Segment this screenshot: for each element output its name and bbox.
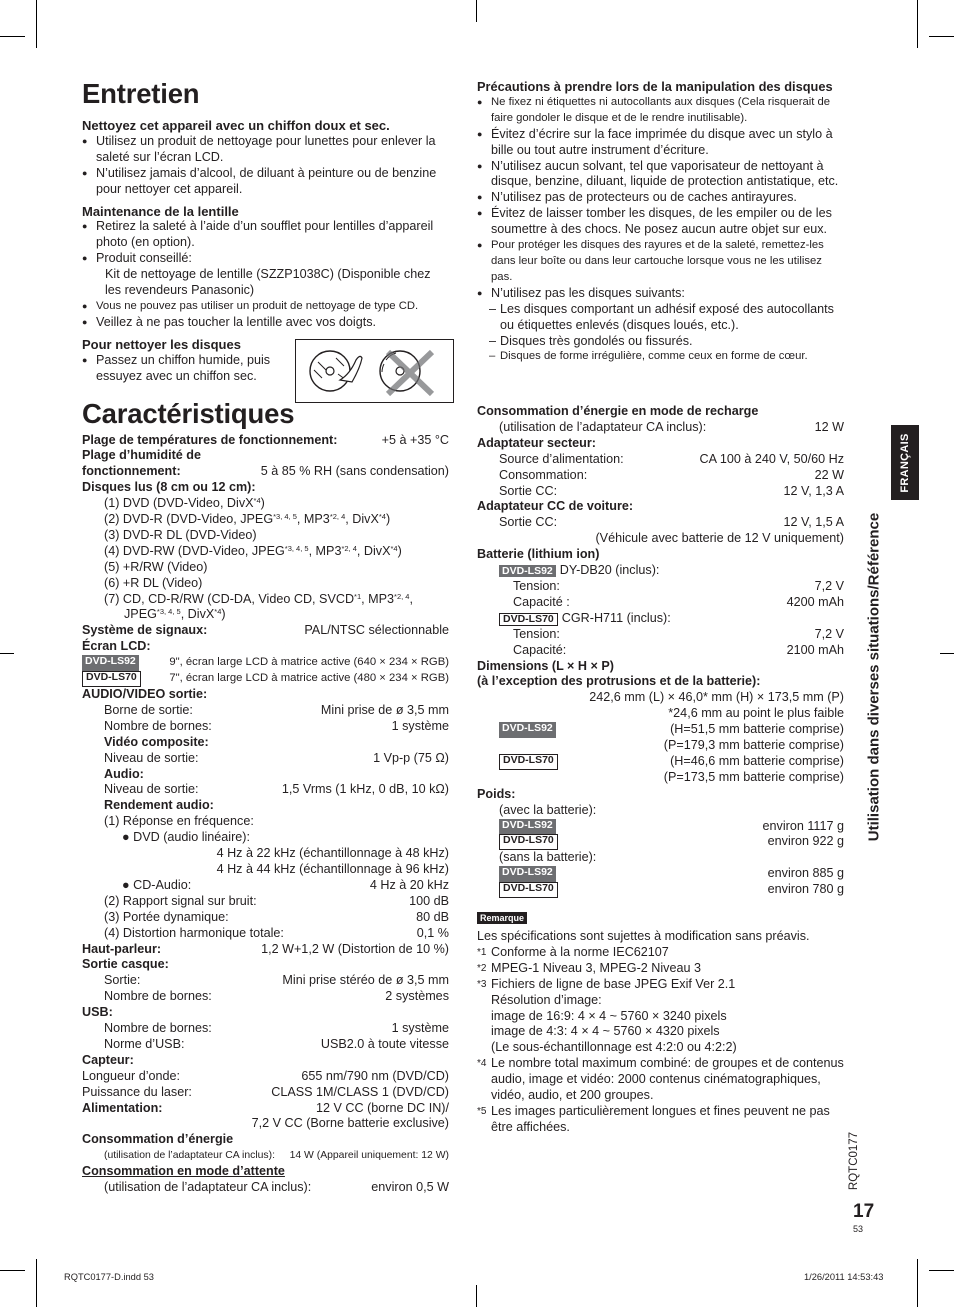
- crop-mark: [36, 0, 37, 48]
- spec-row: [82, 623, 449, 639]
- list-item: ● Ne fixez ni étiquettes ni autocollants aux disques (Cela risquerait de faire gondoler le disque et de le rendre inutilisable).: [477, 95, 844, 127]
- spec-value: 100 dB: [409, 893, 449, 908]
- spec-row: [82, 973, 449, 989]
- disc-type: (3) DVD-R DL (DVD-Video): [104, 527, 257, 542]
- spec-row: [82, 703, 449, 719]
- spec-label: fonctionnement:: [82, 464, 181, 479]
- spec-label: Dimensions (L × H × P): [477, 658, 614, 673]
- spec-value: 5 à 85 % RH (sans condensation): [260, 464, 449, 479]
- spec-row: [82, 1085, 449, 1101]
- spec-label: Capacité :: [513, 594, 570, 609]
- spec-value: (P=179,3 mm batterie comprise): [663, 738, 844, 753]
- spec-row: [477, 515, 844, 531]
- spec-label: Niveau de sortie:: [104, 782, 199, 797]
- spec-row: [82, 878, 449, 894]
- spec-value: environ 922 g: [767, 834, 844, 849]
- lens-product: Kit de nettoyage de lentille (SZZP1038C) (Disponible chez les revendeurs Panasonic): [105, 267, 431, 298]
- spec-value: (H=51,5 mm batterie comprise): [670, 722, 844, 737]
- spec-value: 1,2 W+1,2 W (Distortion de 10 %): [261, 941, 449, 956]
- spec-label: (sans la batterie):: [499, 850, 597, 865]
- spec-label: (2) Rapport signal sur bruit:: [104, 893, 257, 908]
- spec-row: [82, 1180, 449, 1196]
- spec-row: [82, 894, 449, 910]
- spec-label: Consommation d’énergie: [82, 1132, 234, 1147]
- disc-type: (6) +R DL (Video): [104, 575, 203, 590]
- spec-row: [82, 1148, 449, 1164]
- spec-row: [477, 420, 844, 436]
- spec-row: [477, 452, 844, 468]
- model-badge: DVD-LS92: [82, 655, 139, 671]
- model-badge: DVD-LS70: [499, 834, 558, 850]
- spec-label: Borne de sortie:: [104, 702, 193, 717]
- footnote: *1 Conforme à la norme IEC62107: [477, 944, 669, 959]
- doc-code-vertical: [846, 1126, 862, 1196]
- model-badge: DVD-LS92: [499, 565, 556, 577]
- spec-row: [82, 989, 449, 1005]
- language-tab: [891, 425, 919, 500]
- spec-row: [477, 819, 844, 835]
- spec-value: 80 dB: [416, 909, 449, 924]
- spec-row: [477, 722, 844, 738]
- spec-value: (H=46,6 mm batterie comprise): [670, 753, 844, 768]
- list-item: ● Veillez à ne pas toucher la lentille avec vos doigts.: [82, 315, 449, 331]
- spec-label: Plage de températures de fonctionnement:: [82, 432, 338, 447]
- spec-value: 12 V CC (borne DC IN)/: [316, 1100, 449, 1115]
- spec-value: *24,6 mm au point le plus faible: [668, 706, 844, 721]
- page-number: 17: [853, 1201, 875, 1222]
- spec-value: 4 Hz à 20 kHz: [369, 877, 449, 892]
- list-item: – Disques de forme irrégulière, comme ceux en forme de cœur.: [477, 349, 844, 365]
- footer-timestamp: 1/26/2011 14:53:43: [804, 1272, 884, 1282]
- spec-label: Puissance du laser:: [82, 1084, 192, 1099]
- spec-label: Écran LCD:: [82, 639, 151, 654]
- spec-row: [82, 1037, 449, 1053]
- crop-mark: [917, 1259, 918, 1307]
- right-specs: [477, 404, 844, 1136]
- footnote: *4 Le nombre total maximum combiné: de groupes et de contenus audio, image et vidéo: 2000 contenus cinématographiques, vidéo, audio, et 200 groupes.: [477, 1056, 844, 1103]
- spec-value: 7", écran large LCD à matrice active (480 × 234 × RGB): [169, 672, 449, 685]
- crop-mark: [929, 1270, 954, 1271]
- list-item: – Les disques comportant un adhésif exposé des autocollants ou étiquettes enlevés (disques loués, etc.).: [477, 302, 844, 334]
- spec-row: [477, 882, 844, 898]
- list-item: ● Évitez de laisser tomber les disques, de les empiler ou de les soumettre à des chocs. Ne posez aucun autre objet sur eux.: [477, 206, 844, 238]
- spec-label: Sortie CC:: [499, 515, 558, 530]
- spec-label: (à l’exception des protrusions et de la batterie):: [477, 674, 761, 689]
- disc-type: (4) DVD-RW (DVD-Video, JPEG$^{*3, 4, 5}$, MP3$^{*2, 4}$, DivX$^{*4}$): [104, 543, 402, 558]
- crop-mark: [940, 653, 954, 654]
- spec-row: [477, 611, 844, 627]
- spec-label: Sortie casque:: [82, 957, 169, 972]
- spec-value: 655 nm/790 nm (DVD/CD): [301, 1068, 449, 1083]
- spec-label: Plage d’humidité de: [82, 448, 201, 463]
- spec-label: Poids:: [477, 786, 516, 801]
- spec-label: Tension:: [513, 626, 560, 641]
- spec-row: [82, 719, 449, 735]
- disc-type: (5) +R/RW (Video): [104, 559, 208, 574]
- footnote: *3 Fichiers de ligne de base JPEG Exif Ver 2.1 Résolution d’image: image de 16:9: 4 × 4 ~ 5760 × 3240 pixels image de 4:3: 4 × 4 ~ 5760 × 4320 pixels (Le sous-échantillonnage est 4:2:0 ou 4:2:2): [477, 976, 737, 1055]
- spec-label: Consommation en mode d’attente: [82, 1164, 285, 1179]
- spec-label: Batterie (lithium ion): [477, 547, 600, 562]
- page-sub-number: 53: [853, 1224, 864, 1234]
- disc-type: (2) DVD-R (DVD-Video, JPEG$^{*3, 4, 5}$, MP3$^{*2, 4}$, DivX$^{*4}$): [104, 512, 391, 527]
- spec-label: Consommation d’énergie en mode de recharge: [477, 404, 759, 418]
- spec-row: [477, 484, 844, 500]
- spec-value: 4 Hz à 22 kHz (échantillonnage à 48 kHz): [216, 846, 449, 861]
- spec-value: +5 à +35 °C: [381, 432, 449, 447]
- spec-row: [82, 1069, 449, 1085]
- spec-row: [477, 563, 844, 579]
- spec-value: CGR-H711 (inclus):: [561, 610, 671, 625]
- left-column: [82, 78, 449, 1196]
- spec-value: Mini prise stéréo de ø 3,5 mm: [282, 973, 449, 988]
- spec-label: Alimentation:: [82, 1100, 163, 1115]
- disc-heading: Pour nettoyer les disques: [82, 336, 241, 352]
- right-column: [477, 79, 844, 365]
- spec-value: 12 W: [814, 419, 844, 434]
- spec-value: 12 V, 1,5 A: [783, 515, 844, 530]
- spec-label: Source d’alimentation:: [499, 451, 624, 466]
- spec-label: Sortie CC:: [499, 483, 558, 498]
- spec-label: Consommation:: [499, 467, 588, 482]
- lens-heading: Maintenance de la lentille: [82, 203, 239, 219]
- spec-value: 1 système: [391, 718, 449, 733]
- list-item: ● N’utilisez pas de protecteurs ou de caches antirayures.: [477, 190, 844, 206]
- spec-label: ● DVD (audio linéaire):: [122, 830, 250, 845]
- spec-row: [82, 464, 449, 480]
- list-item: ● N’utilisez pas les disques suivants:: [477, 286, 844, 302]
- model-badge: DVD-LS92: [499, 866, 556, 882]
- entretien-title: Entretien: [82, 78, 200, 109]
- list-item: ● Utilisez un produit de nettoyage pour lunettes pour enlever la saleté sur l’écran LCD.: [82, 134, 449, 166]
- spec-label: (avec la batterie):: [499, 802, 597, 817]
- crop-mark: [0, 1270, 25, 1271]
- spec-label: Nombre de bornes:: [104, 1021, 212, 1036]
- spec-row: [82, 751, 449, 767]
- disc-wipe-icon: [296, 340, 453, 402]
- crop-mark: [36, 1259, 37, 1307]
- spec-row: [477, 643, 844, 659]
- spec-value: 1 Vp-p (75 Ω): [373, 750, 449, 765]
- spec-label: Capacité:: [513, 642, 567, 657]
- crop-mark: [476, 1285, 477, 1307]
- spec-label: Tension:: [513, 578, 560, 593]
- model-badge: DVD-LS92: [499, 819, 556, 835]
- spec-value: 4200 mAh: [786, 594, 844, 609]
- language-tab-label: FRANÇAIS: [899, 432, 911, 493]
- spec-value: (Véhicule avec batterie de 12 V uniquement): [595, 531, 844, 546]
- footnote: *5 Les images particulièrement longues et fines peuvent ne pas être affichées.: [477, 1103, 830, 1134]
- spec-row: [82, 433, 449, 449]
- list-item: ● Produit conseillé:: [82, 251, 449, 267]
- spec-value: 7,2 V: [814, 626, 844, 641]
- section-title-text: Utilisation dans diverses situations/Référence: [865, 512, 883, 842]
- spec-row: [82, 926, 449, 942]
- spec-value: 2100 mAh: [786, 642, 844, 657]
- spec-row: [82, 1101, 449, 1117]
- spec-value: CLASS 1M/CLASS 1 (DVD/CD): [271, 1084, 449, 1099]
- model-badge: DVD-LS70: [82, 671, 141, 687]
- crop-mark: [0, 36, 25, 37]
- spec-label: ● CD-Audio:: [122, 877, 192, 892]
- spec-label: Vidéo composite:: [104, 734, 209, 749]
- disc-type: (7) CD, CD-R/RW (CD-DA, Video CD, SVCD$^{*1}$, MP3$^{*2, 4}$,: [104, 591, 413, 606]
- spec-label: Adaptateur secteur:: [477, 435, 596, 450]
- spec-value: 7,2 V: [814, 578, 844, 593]
- model-badge: DVD-LS70: [499, 882, 558, 898]
- spec-value: 12 V, 1,3 A: [783, 483, 844, 498]
- spec-row: [82, 942, 449, 958]
- spec-label: (utilisation de l’adaptateur CA inclus):: [499, 419, 707, 434]
- spec-label: Disques lus (8 cm ou 12 cm):: [82, 480, 256, 495]
- spec-label: AUDIO/VIDEO sortie:: [82, 687, 208, 701]
- spec-row: [477, 595, 844, 611]
- model-badge: DVD-LS70: [499, 754, 558, 770]
- spec-label: Système de signaux:: [82, 623, 208, 638]
- crop-mark: [929, 36, 954, 37]
- spec-value: PAL/NTSC sélectionnable: [304, 623, 449, 638]
- spec-value: DY-DB20 (inclus):: [559, 563, 660, 578]
- spec-label: Capteur:: [82, 1052, 134, 1067]
- crop-mark: [0, 653, 14, 654]
- spec-value: environ 0,5 W: [371, 1180, 449, 1195]
- caracteristiques-title: Caractéristiques: [82, 397, 295, 429]
- spec-label: (4) Distortion harmonique totale:: [104, 925, 284, 940]
- spec-value: 4 Hz à 44 kHz (échantillonnage à 96 kHz): [216, 861, 449, 876]
- section-title-vertical: [864, 512, 884, 842]
- spec-value: 9", écran large LCD à matrice active (640 × 234 × RGB): [169, 656, 449, 669]
- spec-label: Haut-parleur:: [82, 941, 162, 956]
- spec-label: (utilisation de l’adaptateur CA inclus):: [104, 1150, 275, 1162]
- spec-label: Rendement audio:: [104, 798, 214, 813]
- spec-row: [477, 468, 844, 484]
- disc-type: (1) DVD (DVD-Video, DivX$^{*4}$): [104, 496, 265, 511]
- model-badge: DVD-LS92: [499, 722, 556, 738]
- spec-value: 1 système: [391, 1021, 449, 1036]
- list-item: ● Pour protéger les disques des rayures et de la saleté, remettez-les dans leur boîte ou dans leur cartouche lorsque vous ne les utilisez pas.: [477, 238, 844, 286]
- spec-value: 2 systèmes: [385, 989, 449, 1004]
- list-item: ● Retirez la saleté à l’aide d’un soufflet pour lentilles d’appareil photo (en option).: [82, 219, 449, 251]
- spec-value: 242,6 mm (L) × 46,0* mm (H) × 173,5 mm (P): [589, 690, 844, 705]
- spec-label: (1) Réponse en fréquence:: [104, 814, 254, 829]
- spec-row: [477, 834, 844, 850]
- list-item: ● Vous ne pouvez pas utiliser un produit de nettoyage de type CD.: [82, 299, 449, 315]
- spec-row: [82, 655, 449, 671]
- spec-label: Longueur d’onde:: [82, 1068, 181, 1083]
- spec-value: 22 W: [814, 467, 844, 482]
- spec-value: environ 1117 g: [762, 818, 844, 833]
- spec-row: [477, 627, 844, 643]
- list-item: ● N’utilisez jamais d’alcool, de diluant à peinture ou de benzine pour nettoyer cet appareil.: [82, 166, 449, 198]
- spec-label: (3) Portée dynamique:: [104, 909, 229, 924]
- list-item: ● Passez un chiffon humide, puis essuyez avec un chiffon sec.: [82, 353, 282, 385]
- spec-label: Audio:: [104, 766, 144, 781]
- list-item: ● N’utilisez aucun solvant, tel que vaporisateur de nettoyant à disque, benzine, diluant, liquide de protection antistatique, etc.: [477, 159, 844, 191]
- spec-row: [477, 866, 844, 882]
- spec-label: (utilisation de l’adaptateur CA inclus):: [104, 1180, 312, 1195]
- spec-row: [82, 910, 449, 926]
- spec-value: 0,1 %: [416, 925, 449, 940]
- list-item: – Disques très gondolés ou fissurés.: [477, 334, 844, 350]
- footnote: *2 MPEG-1 Niveau 3, MPEG-2 Niveau 3: [477, 960, 701, 975]
- spec-label: Niveau de sortie:: [104, 750, 199, 765]
- remark-badge: Remarque: [477, 912, 527, 924]
- specs-note: Les spécifications sont sujettes à modification sans préavis.: [477, 929, 810, 943]
- spec-row: [82, 1021, 449, 1037]
- doc-code-text: RQTC0177: [848, 1131, 860, 1191]
- spec-row: [82, 671, 449, 687]
- spec-row: [477, 579, 844, 595]
- spec-label: Norme d’USB:: [104, 1036, 185, 1051]
- spec-label: Nombre de bornes:: [104, 989, 212, 1004]
- spec-value: CA 100 à 240 V, 50/60 Hz: [699, 451, 844, 466]
- spec-value: 14 W (Appareil uniquement: 12 W): [289, 1150, 449, 1162]
- spec-row: [82, 782, 449, 798]
- disc-type-cont: JPEG$^{*3, 4, 5}$, DivX$^{*4}$): [124, 607, 226, 622]
- precautions-heading: Précautions à prendre lors de la manipulation des disques: [477, 79, 833, 94]
- list-item: ● Évitez d’écrire sur la face imprimée du disque avec un stylo à bille ou tout autre instrument d’écriture.: [477, 127, 844, 159]
- spec-value: Mini prise de ø 3,5 mm: [320, 702, 449, 717]
- model-badge: DVD-LS70: [499, 613, 558, 626]
- spec-value: 1,5 Vrms (1 kHz, 0 dB, 10 kΩ): [281, 782, 449, 797]
- spec-row: [477, 754, 844, 770]
- crop-mark: [917, 0, 918, 48]
- crop-mark: [476, 0, 477, 22]
- spec-value: environ 780 g: [767, 882, 844, 897]
- spec-label: USB:: [82, 1005, 113, 1020]
- spec-label: Nombre de bornes:: [104, 718, 212, 733]
- spec-label: Sortie:: [104, 973, 141, 988]
- clean-heading: Nettoyez cet appareil avec un chiffon doux et sec.: [82, 118, 390, 133]
- disc-cleaning-illustration: [295, 339, 454, 403]
- spec-value: (P=173,5 mm batterie comprise): [663, 769, 844, 784]
- footer-file: RQTC0177-D.indd 53: [64, 1272, 154, 1282]
- spec-value: 7,2 V CC (Borne batterie exclusive): [251, 1116, 449, 1131]
- spec-value: USB2.0 à toute vitesse: [320, 1036, 449, 1051]
- spec-value: environ 885 g: [767, 866, 844, 881]
- spec-label: Adaptateur CC de voiture:: [477, 499, 634, 514]
